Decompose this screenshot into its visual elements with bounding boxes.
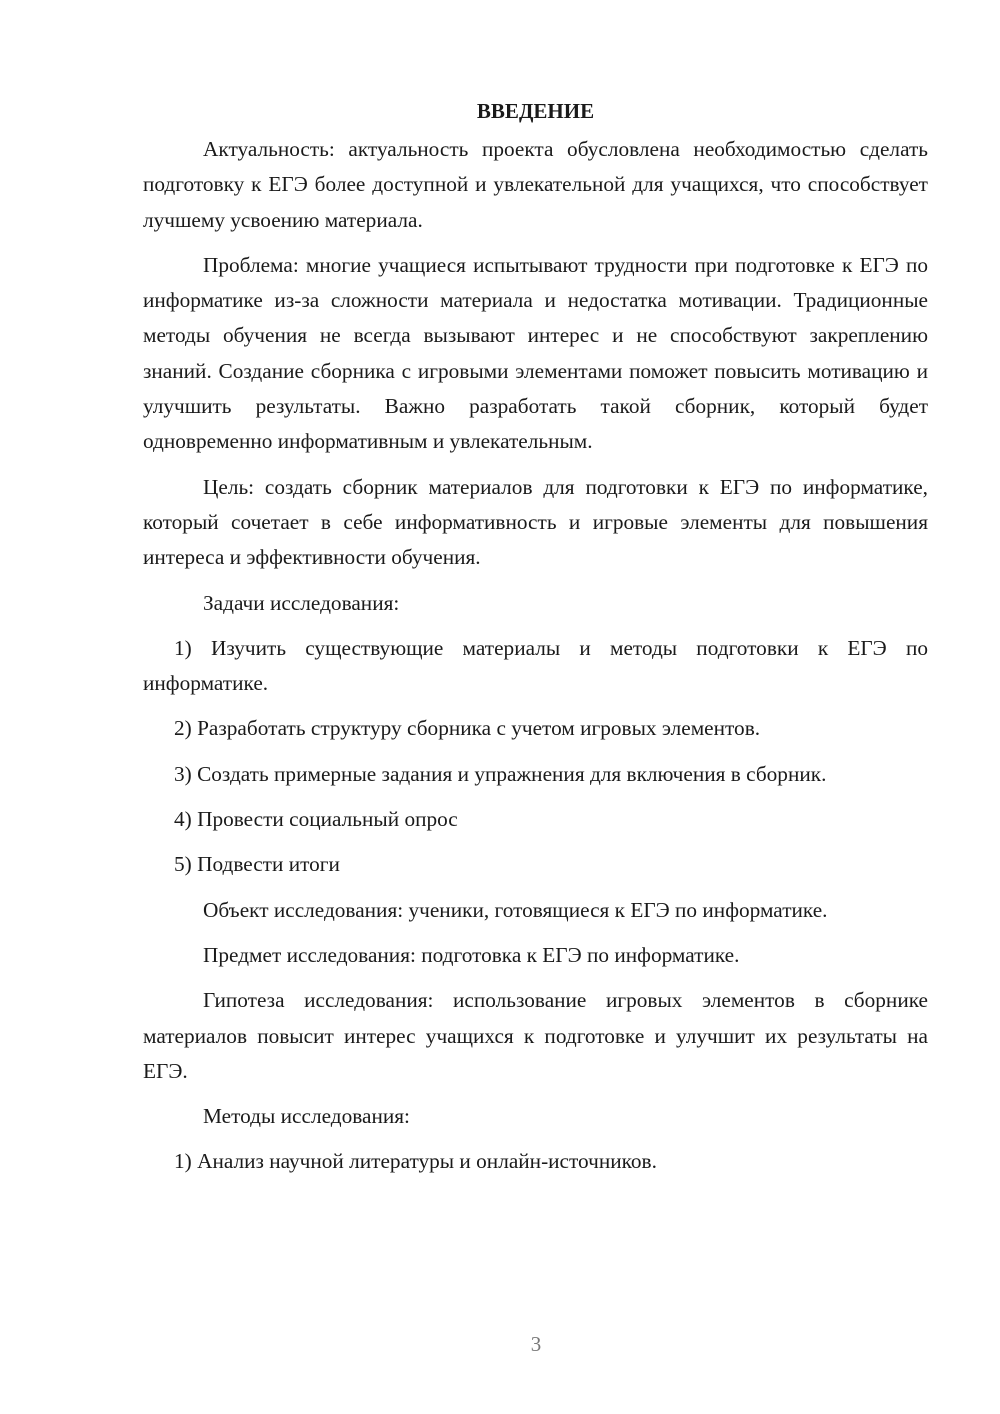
document-page xyxy=(143,94,928,1190)
task-item-5: 5) Подвести итоги xyxy=(174,852,340,877)
paragraph-problem: Проблема: многие учащиеся испытывают трудности при подготовке к ЕГЭ по информатике из-за сложности материала и недостатка мотивации. Традиционные методы обучения не всегда вызывают интерес и не способствуют закреплению знаний. Создание сборника с игровыми элементами поможет повысить мотивацию и улучшить результаты. Важно разработать такой сборник, который будет одновременно информативным и увлекательным. xyxy=(143,252,928,454)
paragraph-relevance: Актуальность: актуальность проекта обусловлена необходимостью сделать подготовку к ЕГЭ более доступной и увлекательной для учащихся, что способствует лучшему усвоению материала. xyxy=(143,137,928,232)
task-item-2: 2) Разработать структуру сборника с учетом игровых элементов. xyxy=(174,716,761,741)
section-title: ВВЕДЕНИЕ xyxy=(476,99,595,123)
page-number: 3 xyxy=(530,1332,542,1356)
paragraph-methods-heading: Методы исследования: xyxy=(203,1104,410,1129)
paragraph-hypothesis: Гипотеза исследования: использование игровых элементов в сборнике материалов повысит интерес учащихся к подготовке и улучшит их результаты на ЕГЭ. xyxy=(143,988,928,1083)
task-item-1: 1) Изучить существующие материалы и методы подготовки к ЕГЭ по информатике. xyxy=(143,635,928,696)
method-item-1: 1) Анализ научной литературы и онлайн-источников. xyxy=(174,1149,657,1174)
task-item-3: 3) Создать примерные задания и упражнения для включения в сборник. xyxy=(174,761,827,786)
paragraph-goal: Цель: создать сборник материалов для подготовки к ЕГЭ по информатике, который сочетает в себе информативность и игровые элементы для повышения интереса и эффективности обучения. xyxy=(143,474,928,570)
paragraph-subject: Предмет исследования: подготовка к ЕГЭ по информатике. xyxy=(203,942,740,967)
paragraph-tasks-heading: Задачи исследования: xyxy=(203,590,400,615)
task-item-4: 4) Провести социальный опрос xyxy=(174,807,458,832)
paragraph-object: Объект исследования: ученики, готовящиеся к ЕГЭ по информатике. xyxy=(203,897,828,922)
